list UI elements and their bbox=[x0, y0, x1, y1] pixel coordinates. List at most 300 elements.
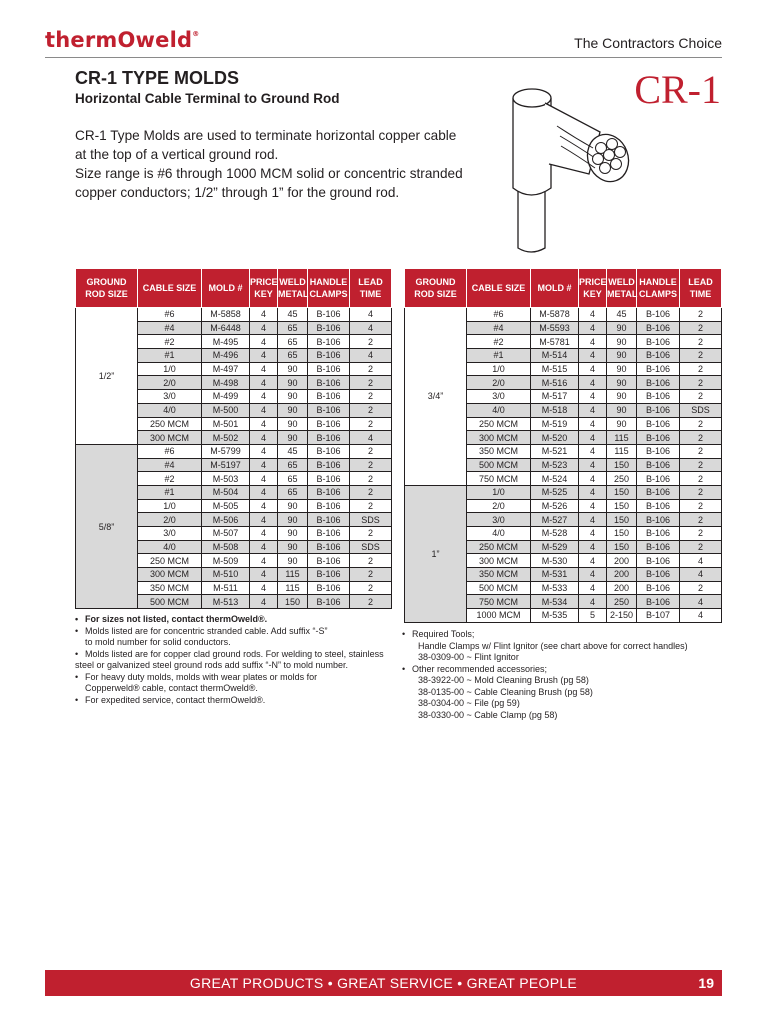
lead-time-cell: 2 bbox=[680, 472, 722, 486]
handle-clamps-cell: B-106 bbox=[637, 472, 680, 486]
weld-metal-cell: 65 bbox=[278, 472, 308, 486]
weld-metal-cell: 90 bbox=[278, 390, 308, 404]
weld-metal-cell: 150 bbox=[607, 527, 637, 541]
handle-clamps-cell: B-106 bbox=[637, 321, 680, 335]
handle-clamps-cell: B-106 bbox=[637, 554, 680, 568]
price-key-cell: 4 bbox=[579, 568, 607, 582]
cable-size-cell: 4/0 bbox=[467, 403, 531, 417]
note-item bbox=[75, 695, 405, 707]
lead-time-cell: 2 bbox=[680, 540, 722, 554]
price-key-cell: 4 bbox=[579, 527, 607, 541]
col-cable-size: CABLE SIZE bbox=[467, 269, 531, 308]
mold-number-cell: M-509 bbox=[202, 554, 250, 568]
note-item bbox=[75, 614, 405, 626]
cable-size-cell: 4/0 bbox=[138, 540, 202, 554]
handle-clamps-cell: B-106 bbox=[637, 458, 680, 472]
cable-size-cell: 350 MCM bbox=[138, 581, 202, 595]
price-key-cell: 4 bbox=[579, 376, 607, 390]
cr1-mold-illustration bbox=[505, 78, 645, 260]
lead-time-cell: 2 bbox=[680, 349, 722, 363]
weld-metal-cell: 65 bbox=[278, 458, 308, 472]
price-key-cell: 4 bbox=[250, 554, 278, 568]
note-item bbox=[75, 649, 405, 661]
weld-metal-cell: 150 bbox=[278, 595, 308, 609]
price-key-cell: 4 bbox=[579, 472, 607, 486]
lead-time-cell: 2 bbox=[680, 308, 722, 322]
mold-number-cell: M-496 bbox=[202, 349, 250, 363]
lead-time-cell: 2 bbox=[350, 390, 392, 404]
lead-time-cell: 4 bbox=[350, 431, 392, 445]
lead-time-cell: 2 bbox=[680, 499, 722, 513]
weld-metal-cell: 2-150 bbox=[607, 609, 637, 623]
mold-number-cell: M-510 bbox=[202, 568, 250, 582]
price-key-cell: 4 bbox=[579, 513, 607, 527]
handle-clamps-cell: B-106 bbox=[637, 499, 680, 513]
cable-size-cell: 250 MCM bbox=[138, 554, 202, 568]
handle-clamps-cell: B-106 bbox=[308, 403, 350, 417]
weld-metal-cell: 65 bbox=[278, 321, 308, 335]
cable-size-cell: 1/0 bbox=[138, 499, 202, 513]
lead-time-cell: 2 bbox=[680, 581, 722, 595]
price-key-cell: 4 bbox=[250, 499, 278, 513]
lead-time-cell: 2 bbox=[680, 390, 722, 404]
col-handle-clamps: HANDLE CLAMPS bbox=[308, 269, 350, 308]
weld-metal-cell: 65 bbox=[278, 485, 308, 499]
cable-size-cell: 300 MCM bbox=[138, 568, 202, 582]
handle-clamps-cell: B-106 bbox=[637, 403, 680, 417]
cable-size-cell: #4 bbox=[138, 321, 202, 335]
price-key-cell: 4 bbox=[579, 335, 607, 349]
cable-size-cell: #4 bbox=[467, 321, 531, 335]
ground-rod-size-cell: 5/8” bbox=[76, 444, 138, 608]
price-key-cell: 4 bbox=[250, 513, 278, 527]
mold-number-cell: M-506 bbox=[202, 513, 250, 527]
lead-time-cell: 4 bbox=[680, 568, 722, 582]
right-notes bbox=[402, 629, 722, 721]
page-subtitle: Horizontal Cable Terminal to Ground Rod bbox=[75, 91, 340, 106]
price-key-cell: 4 bbox=[579, 390, 607, 404]
handle-clamps-cell: B-106 bbox=[637, 513, 680, 527]
handle-clamps-cell: B-106 bbox=[637, 581, 680, 595]
brand-logo bbox=[45, 28, 199, 52]
weld-metal-cell: 200 bbox=[607, 581, 637, 595]
col-weld-metal: WELD METAL bbox=[278, 269, 308, 308]
price-key-cell: 4 bbox=[579, 485, 607, 499]
mold-number-cell: M-497 bbox=[202, 362, 250, 376]
footer-motto: GREAT PRODUCTS • GREAT SERVICE • GREAT PEOPLE bbox=[189, 975, 578, 991]
mold-number-cell: M-520 bbox=[531, 431, 579, 445]
price-key-cell: 4 bbox=[250, 485, 278, 499]
price-key-cell: 4 bbox=[579, 403, 607, 417]
product-code: CR-1 bbox=[634, 67, 721, 112]
price-key-cell: 4 bbox=[579, 458, 607, 472]
weld-metal-cell: 200 bbox=[607, 568, 637, 582]
cable-size-cell: 300 MCM bbox=[467, 431, 531, 445]
note-text: Other recommended accessories; bbox=[412, 663, 548, 674]
mold-number-cell: M-5799 bbox=[202, 444, 250, 458]
handle-clamps-cell: B-106 bbox=[308, 417, 350, 431]
col-mold-number: MOLD # bbox=[531, 269, 579, 308]
handle-clamps-cell: B-106 bbox=[637, 444, 680, 458]
handle-clamps-cell: B-106 bbox=[308, 568, 350, 582]
price-key-cell: 4 bbox=[250, 321, 278, 335]
cable-size-cell: 1/0 bbox=[467, 362, 531, 376]
handle-clamps-cell: B-106 bbox=[637, 417, 680, 431]
col-handle-clamps: HANDLE CLAMPS bbox=[637, 269, 680, 308]
handle-clamps-cell: B-106 bbox=[637, 568, 680, 582]
mold-number-cell: M-531 bbox=[531, 568, 579, 582]
cable-size-cell: 750 MCM bbox=[467, 595, 531, 609]
lead-time-cell: SDS bbox=[350, 540, 392, 554]
left-notes bbox=[75, 614, 405, 706]
cable-size-cell: 500 MCM bbox=[467, 581, 531, 595]
description-line: CR-1 Type Molds are used to terminate horizontal copper cable bbox=[75, 128, 457, 143]
lead-time-cell: 2 bbox=[350, 485, 392, 499]
handle-clamps-cell: B-106 bbox=[308, 540, 350, 554]
handle-clamps-cell: B-106 bbox=[308, 581, 350, 595]
cable-size-cell: 3/0 bbox=[138, 527, 202, 541]
note-text: steel or galvanized steel ground rods add suffix “-N” to mold number. bbox=[75, 660, 348, 670]
weld-metal-cell: 45 bbox=[278, 444, 308, 458]
lead-time-cell: 2 bbox=[350, 376, 392, 390]
price-key-cell: 4 bbox=[250, 540, 278, 554]
handle-clamps-cell: B-106 bbox=[308, 513, 350, 527]
weld-metal-cell: 115 bbox=[278, 581, 308, 595]
accessory-item: 38-0330-00 ~ Cable Clamp (pg 58) bbox=[418, 709, 558, 720]
cable-size-cell: 750 MCM bbox=[467, 472, 531, 486]
lead-time-cell: 4 bbox=[680, 554, 722, 568]
note-item bbox=[75, 626, 405, 649]
price-key-cell: 4 bbox=[579, 499, 607, 513]
page-title: CR-1 TYPE MOLDS bbox=[75, 68, 240, 88]
price-key-cell: 4 bbox=[579, 431, 607, 445]
weld-metal-cell: 90 bbox=[607, 362, 637, 376]
weld-metal-cell: 90 bbox=[607, 335, 637, 349]
price-key-cell: 4 bbox=[250, 417, 278, 431]
mold-number-cell: M-516 bbox=[531, 376, 579, 390]
cable-size-cell: #2 bbox=[467, 335, 531, 349]
cable-size-cell: 250 MCM bbox=[467, 417, 531, 431]
cable-size-cell: #2 bbox=[138, 335, 202, 349]
mold-number-cell: M-534 bbox=[531, 595, 579, 609]
weld-metal-cell: 90 bbox=[278, 540, 308, 554]
handle-clamps-cell: B-106 bbox=[308, 444, 350, 458]
cable-size-cell: 3/0 bbox=[467, 513, 531, 527]
cable-size-cell: 300 MCM bbox=[467, 554, 531, 568]
mold-number-cell: M-495 bbox=[202, 335, 250, 349]
handle-clamps-cell: B-106 bbox=[308, 472, 350, 486]
tool-item: Handle Clamps w/ Flint Ignitor (see chart above for correct handles) bbox=[418, 640, 688, 651]
accessory-item: 38-0304-00 ~ File (pg 59) bbox=[418, 698, 520, 708]
lead-time-cell: 2 bbox=[350, 554, 392, 568]
ground-rod-size-cell: 3/4” bbox=[405, 308, 467, 486]
mold-number-cell: M-525 bbox=[531, 485, 579, 499]
table-row bbox=[76, 444, 392, 458]
weld-metal-cell: 150 bbox=[607, 540, 637, 554]
price-key-cell: 4 bbox=[250, 335, 278, 349]
handle-clamps-cell: B-106 bbox=[308, 527, 350, 541]
lead-time-cell: 2 bbox=[680, 527, 722, 541]
col-ground-rod-size: GROUND ROD SIZE bbox=[405, 269, 467, 308]
accessory-item: 38-0135-00 ~ Cable Cleaning Brush (pg 58) bbox=[418, 686, 593, 697]
mold-number-cell: M-533 bbox=[531, 581, 579, 595]
handle-clamps-cell: B-106 bbox=[308, 335, 350, 349]
handle-clamps-cell: B-106 bbox=[637, 335, 680, 349]
mold-number-cell: M-523 bbox=[531, 458, 579, 472]
lead-time-cell: 4 bbox=[350, 308, 392, 322]
note-text: For heavy duty molds, molds with wear plates or molds for bbox=[85, 671, 318, 682]
price-key-cell: 4 bbox=[579, 362, 607, 376]
lead-time-cell: 2 bbox=[680, 417, 722, 431]
weld-metal-cell: 90 bbox=[278, 376, 308, 390]
price-key-cell: 4 bbox=[579, 308, 607, 322]
col-lead-time: LEAD TIME bbox=[680, 269, 722, 308]
table-row bbox=[76, 308, 392, 322]
cable-size-cell: 1000 MCM bbox=[467, 609, 531, 623]
cable-size-cell: #1 bbox=[138, 485, 202, 499]
price-key-cell: 4 bbox=[250, 308, 278, 322]
mold-number-cell: M-503 bbox=[202, 472, 250, 486]
mold-number-cell: M-498 bbox=[202, 376, 250, 390]
weld-metal-cell: 90 bbox=[607, 390, 637, 404]
lead-time-cell: 4 bbox=[680, 609, 722, 623]
lead-time-cell: 2 bbox=[350, 417, 392, 431]
mold-number-cell: M-526 bbox=[531, 499, 579, 513]
handle-clamps-cell: B-106 bbox=[637, 349, 680, 363]
cable-size-cell: 250 MCM bbox=[138, 417, 202, 431]
handle-clamps-cell: B-106 bbox=[637, 540, 680, 554]
price-key-cell: 4 bbox=[579, 349, 607, 363]
lead-time-cell: 4 bbox=[350, 349, 392, 363]
cable-size-cell: 500 MCM bbox=[467, 458, 531, 472]
lead-time-cell: 2 bbox=[350, 527, 392, 541]
price-key-cell: 4 bbox=[250, 349, 278, 363]
lead-time-cell: 4 bbox=[680, 595, 722, 609]
mold-number-cell: M-501 bbox=[202, 417, 250, 431]
description-line: at the top of a vertical ground rod. bbox=[75, 147, 279, 162]
cable-size-cell: #1 bbox=[138, 349, 202, 363]
note-text: to mold number for solid conductors. bbox=[85, 637, 231, 647]
ground-rod-size-cell: 1/2” bbox=[76, 308, 138, 445]
col-lead-time: LEAD TIME bbox=[350, 269, 392, 308]
lead-time-cell: 2 bbox=[350, 568, 392, 582]
required-tools-label bbox=[402, 629, 722, 641]
handle-clamps-cell: B-106 bbox=[637, 485, 680, 499]
mold-number-cell: M-518 bbox=[531, 403, 579, 417]
handle-clamps-cell: B-106 bbox=[308, 595, 350, 609]
cable-size-cell: 350 MCM bbox=[467, 444, 531, 458]
mold-number-cell: M-530 bbox=[531, 554, 579, 568]
brand-name: thermOweld bbox=[45, 28, 193, 52]
mold-number-cell: M-535 bbox=[531, 609, 579, 623]
weld-metal-cell: 115 bbox=[278, 568, 308, 582]
lead-time-cell: 2 bbox=[680, 458, 722, 472]
table-header-row bbox=[405, 269, 722, 308]
lead-time-cell: 2 bbox=[680, 335, 722, 349]
col-weld-metal: WELD METAL bbox=[607, 269, 637, 308]
cable-size-cell: 250 MCM bbox=[467, 540, 531, 554]
handle-clamps-cell: B-106 bbox=[637, 595, 680, 609]
cable-size-cell: 2/0 bbox=[467, 376, 531, 390]
handle-clamps-cell: B-106 bbox=[308, 458, 350, 472]
weld-metal-cell: 90 bbox=[278, 499, 308, 513]
right-mold-table bbox=[404, 268, 722, 623]
mold-number-cell: M-517 bbox=[531, 390, 579, 404]
mold-number-cell: M-508 bbox=[202, 540, 250, 554]
col-price-key: PRICE KEY bbox=[250, 269, 278, 308]
weld-metal-cell: 90 bbox=[278, 527, 308, 541]
mold-number-cell: M-502 bbox=[202, 431, 250, 445]
mold-number-cell: M-527 bbox=[531, 513, 579, 527]
col-mold-number: MOLD # bbox=[202, 269, 250, 308]
weld-metal-cell: 90 bbox=[278, 362, 308, 376]
cable-size-cell: 3/0 bbox=[138, 390, 202, 404]
cable-size-cell: 3/0 bbox=[467, 390, 531, 404]
weld-metal-cell: 115 bbox=[607, 431, 637, 445]
lead-time-cell: 2 bbox=[680, 513, 722, 527]
description bbox=[75, 126, 475, 202]
price-key-cell: 4 bbox=[250, 595, 278, 609]
page-number: 19 bbox=[698, 975, 714, 991]
lead-time-cell: 2 bbox=[350, 472, 392, 486]
handle-clamps-cell: B-106 bbox=[637, 308, 680, 322]
brand-registered-mark: ® bbox=[192, 30, 200, 38]
weld-metal-cell: 90 bbox=[278, 417, 308, 431]
lead-time-cell: 2 bbox=[680, 362, 722, 376]
lead-time-cell: SDS bbox=[350, 513, 392, 527]
handle-clamps-cell: B-106 bbox=[637, 390, 680, 404]
weld-metal-cell: 65 bbox=[278, 335, 308, 349]
cable-size-cell: #2 bbox=[138, 472, 202, 486]
lead-time-cell: 2 bbox=[350, 362, 392, 376]
ground-rod-size-cell: 1” bbox=[405, 485, 467, 622]
mold-number-cell: M-507 bbox=[202, 527, 250, 541]
handle-clamps-cell: B-106 bbox=[637, 431, 680, 445]
left-mold-table bbox=[75, 268, 392, 609]
weld-metal-cell: 90 bbox=[607, 403, 637, 417]
cable-size-cell: #4 bbox=[138, 458, 202, 472]
table-header-row bbox=[76, 269, 392, 308]
lead-time-cell: 2 bbox=[350, 458, 392, 472]
mold-number-cell: M-515 bbox=[531, 362, 579, 376]
handle-clamps-cell: B-106 bbox=[637, 527, 680, 541]
mold-number-cell: M-524 bbox=[531, 472, 579, 486]
cable-size-cell: 1/0 bbox=[467, 485, 531, 499]
lead-time-cell: 2 bbox=[350, 444, 392, 458]
handle-clamps-cell: B-106 bbox=[308, 308, 350, 322]
mold-number-cell: M-505 bbox=[202, 499, 250, 513]
weld-metal-cell: 150 bbox=[607, 485, 637, 499]
lead-time-cell: 2 bbox=[350, 335, 392, 349]
note-item bbox=[75, 672, 405, 695]
cable-size-cell: 500 MCM bbox=[138, 595, 202, 609]
lead-time-cell: SDS bbox=[680, 403, 722, 417]
description-line: Size range is #6 through 1000 MCM solid or concentric stranded bbox=[75, 166, 463, 181]
handle-clamps-cell: B-106 bbox=[637, 376, 680, 390]
table-row bbox=[405, 485, 722, 499]
tool-item: 38-0309-00 ~ Flint Ignitor bbox=[418, 652, 519, 662]
price-key-cell: 4 bbox=[250, 472, 278, 486]
price-key-cell: 4 bbox=[579, 581, 607, 595]
cable-size-cell: #6 bbox=[138, 308, 202, 322]
mold-number-cell: M-500 bbox=[202, 403, 250, 417]
lead-time-cell: 2 bbox=[680, 485, 722, 499]
cable-size-cell: 350 MCM bbox=[467, 568, 531, 582]
lead-time-cell: 2 bbox=[350, 403, 392, 417]
weld-metal-cell: 90 bbox=[607, 417, 637, 431]
note-text: For expedited service, contact thermOweld®. bbox=[85, 694, 266, 705]
mold-number-cell: M-6448 bbox=[202, 321, 250, 335]
mold-number-cell: M-5197 bbox=[202, 458, 250, 472]
cable-size-cell: 300 MCM bbox=[138, 431, 202, 445]
cable-size-cell: 2/0 bbox=[138, 376, 202, 390]
col-price-key: PRICE KEY bbox=[579, 269, 607, 308]
handle-clamps-cell: B-106 bbox=[308, 321, 350, 335]
weld-metal-cell: 250 bbox=[607, 595, 637, 609]
handle-clamps-cell: B-106 bbox=[308, 431, 350, 445]
description-line: copper conductors; 1/2” through 1” for the ground rod. bbox=[75, 185, 400, 200]
cable-size-cell: 2/0 bbox=[467, 499, 531, 513]
handle-clamps-cell: B-107 bbox=[637, 609, 680, 623]
weld-metal-cell: 115 bbox=[607, 444, 637, 458]
price-key-cell: 4 bbox=[250, 390, 278, 404]
mold-number-cell: M-511 bbox=[202, 581, 250, 595]
weld-metal-cell: 90 bbox=[607, 349, 637, 363]
weld-metal-cell: 65 bbox=[278, 349, 308, 363]
weld-metal-cell: 150 bbox=[607, 458, 637, 472]
mold-number-cell: M-513 bbox=[202, 595, 250, 609]
price-key-cell: 5 bbox=[579, 609, 607, 623]
lead-time-cell: 4 bbox=[350, 321, 392, 335]
lead-time-cell: 2 bbox=[680, 431, 722, 445]
accessories-label bbox=[402, 664, 722, 676]
weld-metal-cell: 45 bbox=[278, 308, 308, 322]
mold-number-cell: M-499 bbox=[202, 390, 250, 404]
lead-time-cell: 2 bbox=[680, 321, 722, 335]
price-key-cell: 4 bbox=[250, 431, 278, 445]
weld-metal-cell: 90 bbox=[278, 431, 308, 445]
handle-clamps-cell: B-106 bbox=[308, 376, 350, 390]
weld-metal-cell: 150 bbox=[607, 513, 637, 527]
lead-time-cell: 2 bbox=[350, 581, 392, 595]
weld-metal-cell: 90 bbox=[607, 321, 637, 335]
handle-clamps-cell: B-106 bbox=[308, 362, 350, 376]
price-key-cell: 4 bbox=[579, 540, 607, 554]
price-key-cell: 4 bbox=[579, 595, 607, 609]
handle-clamps-cell: B-106 bbox=[308, 349, 350, 363]
col-ground-rod-size: GROUND ROD SIZE bbox=[76, 269, 138, 308]
cable-size-cell: 2/0 bbox=[138, 513, 202, 527]
weld-metal-cell: 150 bbox=[607, 499, 637, 513]
price-key-cell: 4 bbox=[579, 321, 607, 335]
table-row bbox=[405, 308, 722, 322]
mold-number-cell: M-5593 bbox=[531, 321, 579, 335]
note-continuation bbox=[75, 660, 405, 672]
price-key-cell: 4 bbox=[250, 581, 278, 595]
note-text: Molds listed are for copper clad ground rods. For welding to steel, stainless bbox=[85, 648, 384, 659]
weld-metal-cell: 90 bbox=[278, 554, 308, 568]
price-key-cell: 4 bbox=[250, 403, 278, 417]
handle-clamps-cell: B-106 bbox=[308, 390, 350, 404]
weld-metal-cell: 90 bbox=[278, 403, 308, 417]
lead-time-cell: 2 bbox=[680, 376, 722, 390]
cable-size-cell: #6 bbox=[138, 444, 202, 458]
cable-size-cell: #6 bbox=[467, 308, 531, 322]
cable-size-cell: 4/0 bbox=[138, 403, 202, 417]
mold-number-cell: M-514 bbox=[531, 349, 579, 363]
handle-clamps-cell: B-106 bbox=[637, 362, 680, 376]
mold-number-cell: M-5781 bbox=[531, 335, 579, 349]
